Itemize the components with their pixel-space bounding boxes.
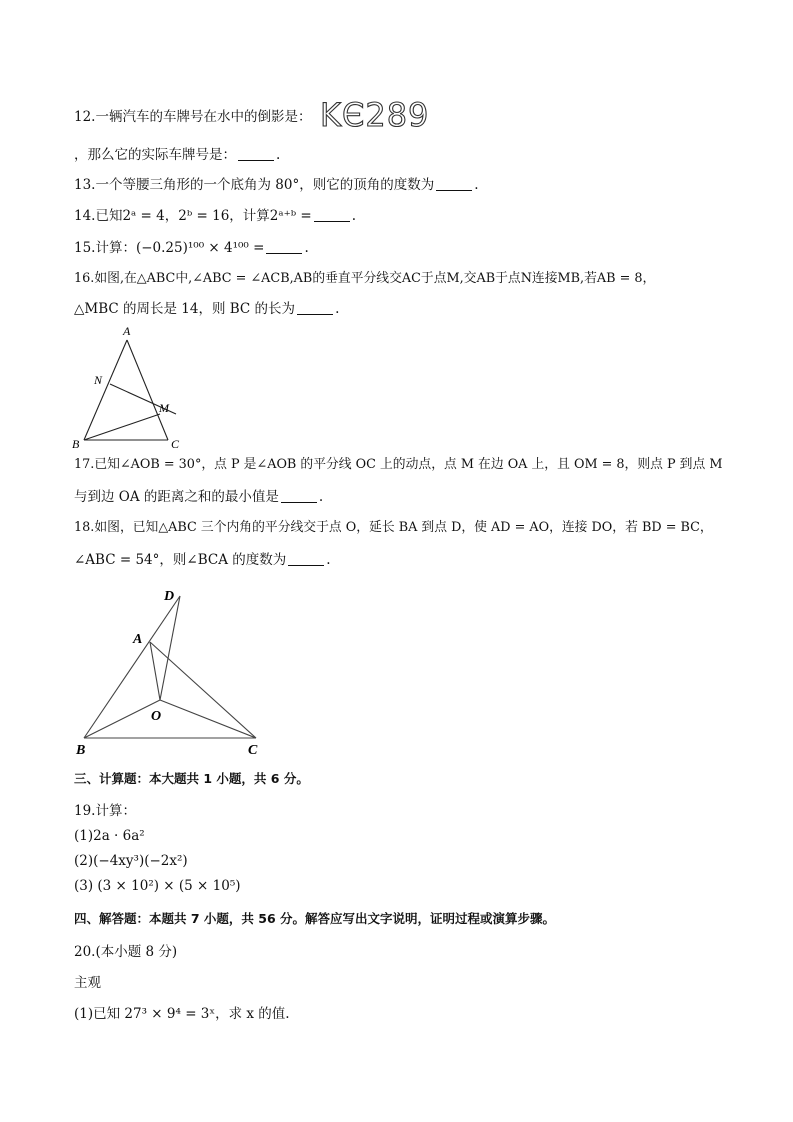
question-19-part-3: (3) (3 × 10²) × (5 × 10⁵) xyxy=(74,878,241,894)
side-ac xyxy=(127,340,168,440)
question-17-line-1: 17.已知∠AOB = 30°，点 P 是∠AOB 的平分线 OC 上的动点，点 M 在边 OA 上，且 OM = 8，则点 P 到点 M xyxy=(74,457,723,472)
answer-blank[interactable] xyxy=(281,489,317,503)
question-15: 15.计算：(−0.25)¹⁰⁰ × 4¹⁰⁰ = . xyxy=(74,240,309,256)
label-c: C xyxy=(171,437,180,451)
segment-ao xyxy=(150,642,160,700)
answer-blank[interactable] xyxy=(297,301,333,315)
question-12: 12.一辆汽车的车牌号在水中的倒影是： xyxy=(74,109,312,125)
label-c: C xyxy=(248,743,258,758)
section-3-heading: 三、计算题：本大题共 1 小题，共 6 分。 xyxy=(74,771,309,786)
label-d: D xyxy=(164,589,175,604)
plate-reflection-text: KЄ289 xyxy=(320,96,430,134)
answer-blank[interactable] xyxy=(238,147,274,161)
question-14: 14.已知2ᵃ = 4，2ᵇ = 16，计算2ᵃ⁺ᵇ = . xyxy=(74,208,357,224)
label-o: O xyxy=(151,709,162,724)
side-ac xyxy=(150,642,256,738)
question-20-title: 20.(本小题 8 分) xyxy=(74,944,178,960)
triangle-figure-16 xyxy=(70,322,190,452)
question-19-title: 19.计算： xyxy=(74,803,136,819)
question-13: 13.一个等腰三角形的一个底角为 80°，则它的顶角的度数为 . xyxy=(74,177,479,193)
question-16-line-2: △MBC 的周长是 14，则 BC 的长为 . xyxy=(74,301,340,317)
label-a: A xyxy=(123,324,131,338)
question-18-line-1: 18.如图，已知△ABC 三个内角的平分线交于点 O，延长 BA 到点 D，使 AD = AO，连接 DO，若 BD = BC， xyxy=(74,520,713,535)
question-20-subtitle: 主观 xyxy=(74,975,101,991)
plate-reflection-image xyxy=(320,96,430,136)
question-20-part-1: (1)已知 27³ × 9⁴ = 3ˣ，求 x 的值. xyxy=(74,1006,290,1022)
question-18-line-2: ∠ABC = 54°，则∠BCA 的度数为 . xyxy=(74,552,331,568)
segment-co xyxy=(160,700,256,738)
label-b: B xyxy=(76,743,86,758)
question-12-answer: ，那么它的实际车牌号是： . xyxy=(74,147,281,163)
label-n: N xyxy=(94,373,103,387)
question-19-part-2: (2)(−4xy³)(−2x²) xyxy=(74,853,188,869)
section-4-heading: 四、解答题：本题共 7 小题，共 56 分。解答应写出文字说明，证明过程或演算步骤。 xyxy=(74,911,556,926)
triangle-figure-18 xyxy=(70,582,270,762)
question-19-part-1: (1)2a · 6a² xyxy=(74,828,145,844)
segment-bo xyxy=(84,700,160,738)
segment-bd xyxy=(84,596,180,738)
answer-blank[interactable] xyxy=(436,177,472,191)
label-a: A xyxy=(133,632,143,647)
question-17-line-2: 与到边 OA 的距离之和的最小值是 . xyxy=(74,489,324,505)
answer-blank[interactable] xyxy=(288,552,324,566)
answer-blank[interactable] xyxy=(314,208,350,222)
label-b: B xyxy=(72,437,80,451)
question-16-line-1: 16.如图,在△ABC中,∠ABC = ∠ACB,AB的垂直平分线交AC于点M,交AB于点N连接MB,若AB = 8， xyxy=(74,271,656,286)
segment-mb xyxy=(84,414,160,440)
answer-blank[interactable] xyxy=(266,240,302,254)
side-ab xyxy=(84,340,127,440)
label-m: M xyxy=(159,401,169,415)
